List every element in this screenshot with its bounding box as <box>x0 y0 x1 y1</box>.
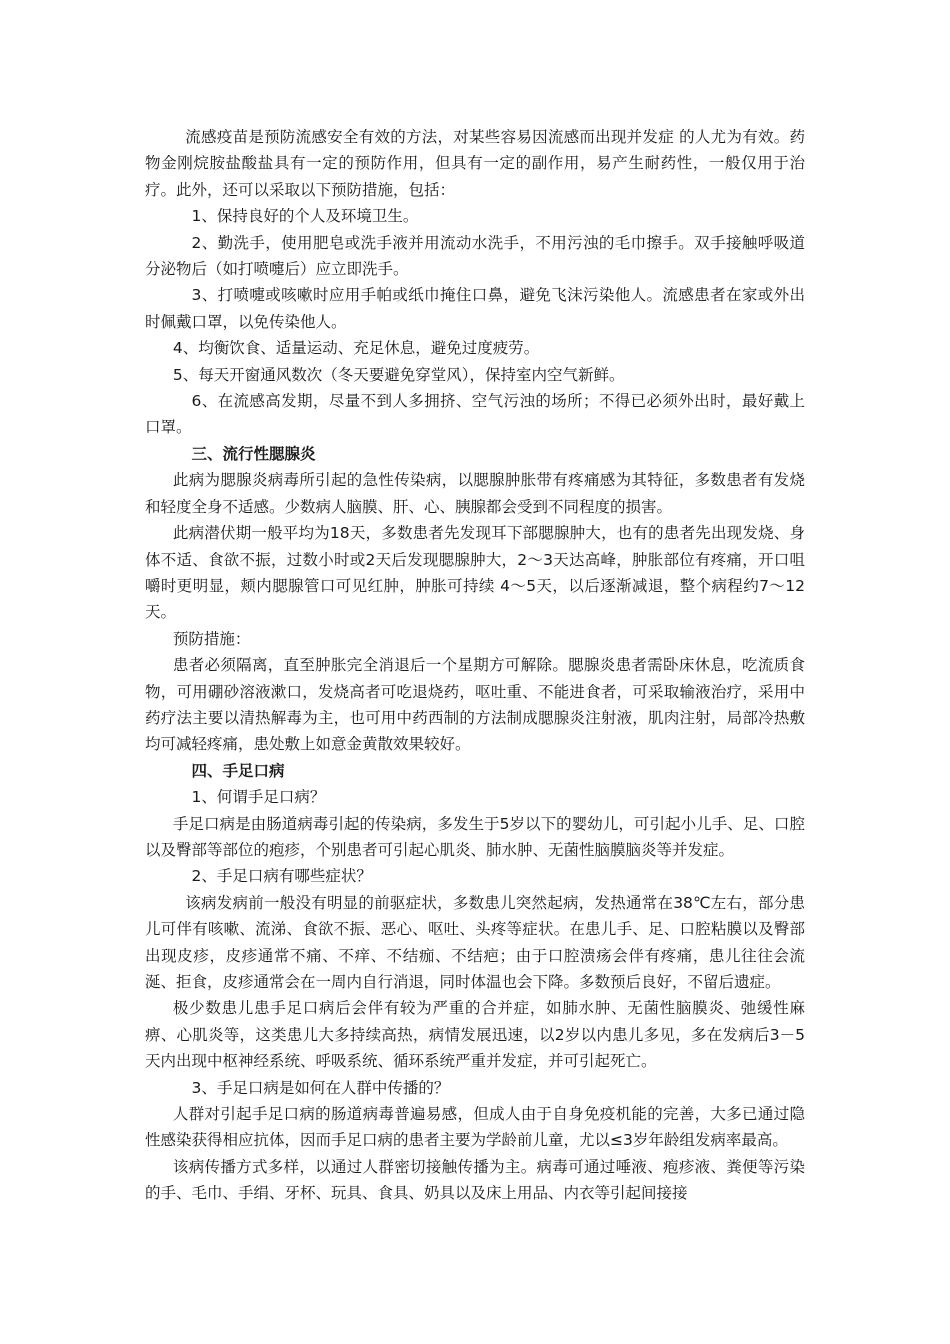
paragraph-mumps-incubation: 此病潜伏期一般平均为18天，多数患者先发现耳下部腮腺肿大，也有的患者先出现发烧、身体不适、食欲不振，过数小时或2天后发现腮腺肿大，2～3天达高峰，肿胀部位有疼痛，开口咀嚼时更明显，颊内腮腺管口可见红肿，肿胀可持续 4～5天，以后逐渐减退，整个病程约7～12天。 <box>145 524 805 622</box>
paragraph-hfmd-symptoms: 该病发病前一般没有明显的前驱症状，多数患儿突然起病，发热通常在38℃左右，部分患儿可伴有咳嗽、流涕、食欲不振、恶心、呕吐、头疼等症状。在患儿手、足、口腔粘膜以及臀部出现皮疹，皮疹通常不痛、不痒、不结痂、不结疤；由于口腔溃疡会伴有疼痛，患儿往往会流涎、拒食，皮疹通常会在一周内自行消退，同时体温也会下降。多数预后良好，不留后遗症。 <box>145 893 805 991</box>
paragraph-flu-vaccine: 流感疫苗是预防流感安全有效的方法，对某些容易因流感而出现并发症 的人尤为有效。药物金刚烷胺盐酸盐具有一定的预防作用，但具有一定的副作用，易产生耐药性，一般仅用于治疗。此外，还可以采取以下预防措施，包括： <box>145 128 805 199</box>
paragraph-hfmd-transmission-routes: 该病传播方式多样，以通过人群密切接触传播为主。病毒可通过唾液、疱疹液、粪便等污染的手、毛巾、手绢、牙杯、玩具、食具、奶具以及床上用品、内衣等引起间接接 <box>145 1157 805 1203</box>
section-heading-mumps: 三、流行性腮腺炎 <box>191 444 316 463</box>
list-item-handwashing: 2、勤洗手，使用肥皂或洗手液并用流动水洗手，不用污浊的毛巾擦手。双手接触呼吸道分泌物后（如打喷嚏后）应立即洗手。 <box>145 233 805 279</box>
list-item-cover-sneeze: 3、打喷嚏或咳嗽时应用手帕或纸巾掩住口鼻，避免飞沫污染他人。流感患者在家或外出时佩戴口罩，以免传染他人。 <box>145 286 805 331</box>
paragraph-hfmd-susceptibility: 人群对引起手足口病的肠道病毒普遍易感，但成人由于自身免疫机能的完善，大多已通过隐性感染获得相应抗体，因而手足口病的患者主要为学龄前儿童，尤以≤3岁年龄组发病率最高。 <box>145 1105 805 1150</box>
list-item-diet-rest: 4、均衡饮食、适量运动、充足休息，避免过度疲劳。 <box>172 339 540 358</box>
question-hfmd-transmission: 3、手足口病是如何在人群中传播的？ <box>191 1078 450 1097</box>
paragraph-hfmd-complications: 极少数患儿患手足口病后会伴有较为严重的合并症，如肺水肿、无菌性脑膜炎、弛缓性麻痹、心肌炎等，这类患儿大多持续高热，病情发展迅速，以2岁以内患儿多见，多在发病后3－5天内出现中枢神经系统、呼吸系统、循环系统严重并发症，并可引起死亡。 <box>145 999 805 1071</box>
paragraph-mumps-intro: 此病为腮腺炎病毒所引起的急性传染病，以腮腺肿胀带有疼痛感为其特征，多数患者有发烧和轻度全身不适感。少数病人脑膜、肝、心、胰腺都会受到不同程度的损害。 <box>145 471 805 516</box>
list-item-avoid-crowds: 6、在流感高发期，尽量不到人多拥挤、空气污浊的场所；不得已必须外出时，最好戴上口罩。 <box>145 392 805 437</box>
section-heading-hfmd: 四、手足口病 <box>191 761 285 780</box>
document-page <box>145 124 805 1207</box>
list-item-hygiene: 1、保持良好的个人及环境卫生。 <box>191 207 419 226</box>
question-hfmd-symptoms: 2、手足口病有哪些症状？ <box>191 867 372 886</box>
paragraph-hfmd-definition: 手足口病是由肠道病毒引起的传染病，多发生于5岁以下的婴幼儿，可引起小儿手、足、口腔以及臀部等部位的疱疹，个别患者可引起心肌炎、肺水肿、无菌性脑膜脑炎等并发症。 <box>145 814 805 859</box>
list-item-ventilation: 5、每天开窗通风数次（冬天要避免穿堂风），保持室内空气新鲜。 <box>172 365 625 384</box>
paragraph-prevention-label: 预防措施： <box>172 629 251 648</box>
question-what-is-hfmd: 1、何谓手足口病？ <box>191 788 326 807</box>
paragraph-mumps-prevention: 患者必须隔离，直至肿胀完全消退后一个星期方可解除。腮腺炎患者需卧床休息，吃流质食物，可用硼砂溶液漱口，发烧高者可吃退烧药，呕吐重、不能进食者，可采取输液治疗，采用中药疗法主要以清热解毒为主，也可用中药西制的方法制成腮腺炎注射液，肌肉注射，局部冷热敷均可减轻疼痛，患处敷上如意金黄散效果较好。 <box>145 656 805 754</box>
